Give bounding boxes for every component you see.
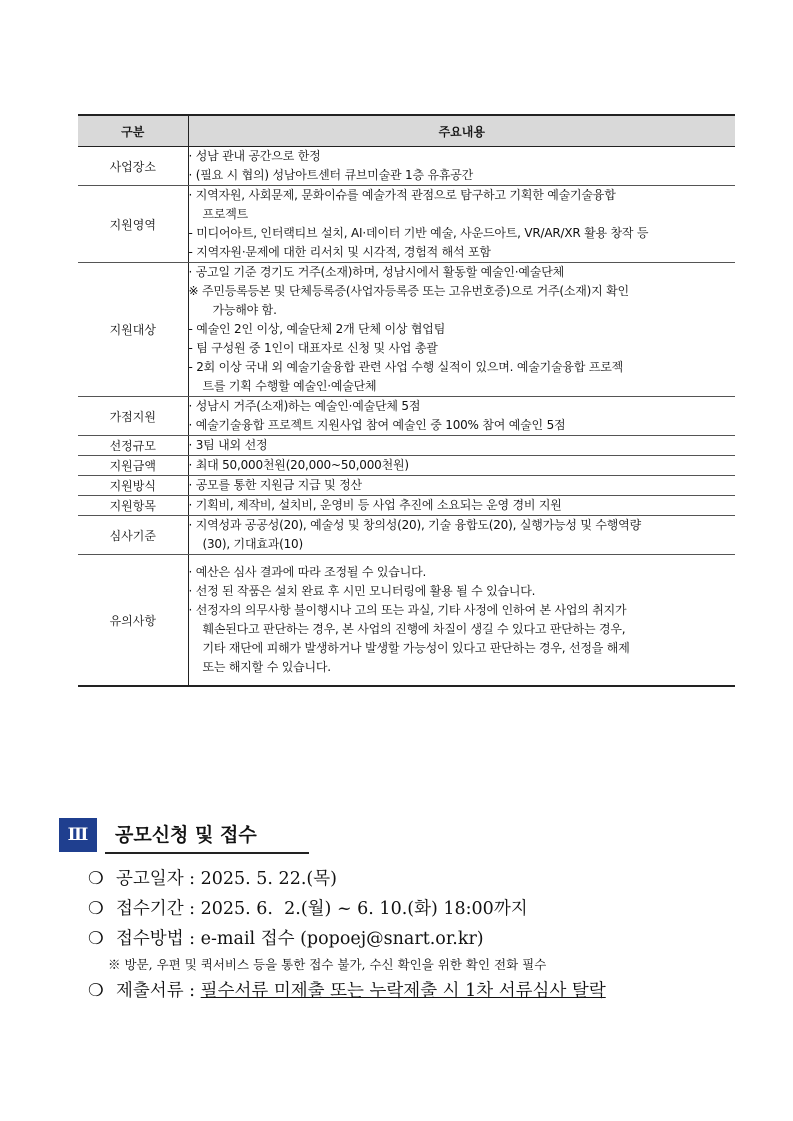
content-line: (30), 기대효과(10) <box>202 537 303 551</box>
table-row <box>78 476 735 496</box>
content-line: · 공고일 기준 경기도 거주(소재)하며, 성남시에서 활동할 예술인·예술단체 <box>188 265 564 279</box>
list-item <box>88 864 606 894</box>
list-item <box>88 924 606 954</box>
row-content <box>188 456 735 476</box>
content-line: · 3팀 내외 선정 <box>188 438 268 452</box>
content-line: 가능해야 함. <box>212 303 277 317</box>
content-line: · (필요 시 협의) 성남아트센터 큐브미술관 1층 유휴공간 <box>188 168 474 182</box>
row-category: 선정규모 <box>78 436 188 456</box>
content-line: · 선정 된 작품은 설치 완료 후 시민 모니터링에 활용 될 수 있습니다. <box>188 584 536 598</box>
content-line: · 기획비, 제작비, 설치비, 운영비 등 사업 추진에 소요되는 운영 경비 지원 <box>188 498 562 512</box>
content-line: · 예산은 심사 결과에 따라 조정될 수 있습니다. <box>188 565 427 579</box>
content-line: ※ 주민등록등본 및 단체등록증(사업자등록증 또는 고유번호증)으로 거주(소재)지 확인 <box>188 284 629 298</box>
row-category: 지원금액 <box>78 456 188 476</box>
circle-bullet-icon: ❍ <box>88 981 104 1001</box>
table-row <box>78 496 735 516</box>
application-info-list <box>88 864 606 1006</box>
content-line: - 팀 구성원 중 1인이 대표자로 신청 및 사업 총괄 <box>188 341 438 355</box>
content-line: - 예술인 2인 이상, 예술단체 2개 단체 이상 협업팀 <box>188 322 446 336</box>
content-line: 훼손된다고 판단하는 경우, 본 사업의 진행에 차질이 생길 수 있다고 판단하는 경우, <box>202 622 626 636</box>
item-text: 접수방법 : e-mail 접수 (popoej@snart.or.kr) <box>116 929 484 949</box>
content-line: - 2회 이상 국내 외 예술기술융합 관련 사업 수행 실적이 있으며. 예술기술융합 프로젝 <box>188 360 623 374</box>
content-line: · 예술기술융합 프로젝트 지원사업 참여 예술인 중 100% 참여 예술인 5점 <box>188 418 566 432</box>
content-line: · 성남 관내 공간으로 한정 <box>188 149 321 163</box>
row-content <box>188 263 735 397</box>
table-row <box>78 436 735 456</box>
header-category: 구분 <box>78 115 188 147</box>
row-category: 가점지원 <box>78 397 188 436</box>
row-category: 사업장소 <box>78 147 188 186</box>
row-category: 지원방식 <box>78 476 188 496</box>
item-underlined-value: 필수서류 미제출 또는 누락제출 시 1차 서류심사 탈락 <box>200 981 606 1001</box>
row-content <box>188 186 735 263</box>
circle-bullet-icon: ❍ <box>88 869 104 889</box>
content-line: 기타 재단에 피해가 발생하거나 발생할 가능성이 있다고 판단하는 경우, 선정을 해제 <box>202 641 630 655</box>
table-row <box>78 555 735 687</box>
table-row <box>78 397 735 436</box>
header-content: 주요내용 <box>188 115 735 147</box>
content-line: · 성남시 거주(소재)하는 예술인·예술단체 5점 <box>188 399 421 413</box>
item-text: 공고일자 : 2025. 5. 22.(목) <box>116 869 337 889</box>
item-text: 접수기간 : 2025. 6. 2.(월) ~ 6. 10.(화) 18:00까지 <box>116 899 528 919</box>
row-content <box>188 147 735 186</box>
circle-bullet-icon: ❍ <box>88 929 104 949</box>
table-row <box>78 516 735 555</box>
row-category: 유의사항 <box>78 555 188 687</box>
table-row <box>78 186 735 263</box>
row-category: 심사기준 <box>78 516 188 555</box>
content-line: 트를 기획 수행할 예술인·예술단체 <box>202 379 377 393</box>
list-item <box>88 976 606 1006</box>
content-line: · 최대 50,000천원(20,000~50,000천원) <box>188 458 409 472</box>
content-line: · 지역성과 공공성(20), 예술성 및 창의성(20), 기술 융합도(20), 실행가능성 및 수행역량 <box>188 518 641 532</box>
section-title: 공모신청 및 접수 <box>105 818 309 854</box>
row-content <box>188 476 735 496</box>
program-details-table <box>78 114 735 687</box>
table-header-row <box>78 115 735 147</box>
content-line: - 지역자원·문제에 대한 리서치 및 시각적, 경험적 해석 포함 <box>188 245 491 259</box>
section-number: Ⅲ <box>59 818 97 852</box>
row-content <box>188 555 735 687</box>
content-line: · 지역자원, 사회문제, 문화이슈를 예술가적 관점으로 탐구하고 기획한 예술기술융합 <box>188 188 616 202</box>
section-heading <box>59 818 309 852</box>
table-row <box>78 456 735 476</box>
row-content <box>188 436 735 456</box>
table-row <box>78 263 735 397</box>
row-content <box>188 516 735 555</box>
circle-bullet-icon: ❍ <box>88 899 104 919</box>
row-category: 지원항목 <box>78 496 188 516</box>
content-line: - 미디어아트, 인터랙티브 설치, AI·데이터 기반 예술, 사운드아트, VR/AR/XR 활용 창작 등 <box>188 226 649 240</box>
row-category: 지원대상 <box>78 263 188 397</box>
content-line: 또는 해지할 수 있습니다. <box>202 660 331 674</box>
table-row <box>78 147 735 186</box>
content-line: · 공모를 통한 지원금 지급 및 정산 <box>188 478 362 492</box>
row-content <box>188 496 735 516</box>
item-label: 제출서류 : <box>116 981 201 1001</box>
row-content <box>188 397 735 436</box>
list-item <box>88 894 606 924</box>
content-line: 프로젝트 <box>202 207 249 221</box>
note-text: ※ 방문, 우편 및 퀵서비스 등을 통한 접수 불가, 수신 확인을 위한 확인 전화 필수 <box>108 957 547 972</box>
content-line: · 선정자의 의무사항 불이행시나 고의 또는 과실, 기타 사정에 인하여 본 사업의 취지가 <box>188 603 627 617</box>
row-category: 지원영역 <box>78 186 188 263</box>
